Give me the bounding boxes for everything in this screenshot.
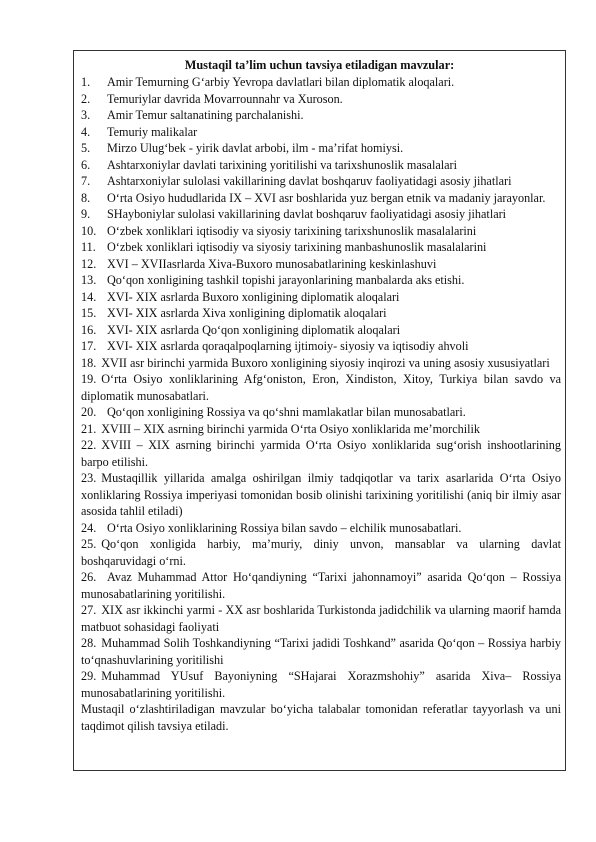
topic-item [81, 635, 561, 668]
topic-text: XVI – XVIIasrlarda Xiva-Buxoro munosabatlarining keskinlashuvi [107, 256, 437, 271]
topic-item [81, 322, 561, 339]
topic-number: 5. [81, 141, 91, 155]
topic-number: 10. [81, 223, 97, 238]
topic-item [81, 107, 561, 124]
topic-text: O‘zbek xonliklari iqtisodiy va siyosiy tarixining manbashunoslik masalalarini [107, 240, 487, 254]
topic-item [81, 190, 561, 207]
topic-item [81, 272, 561, 289]
topic-item [81, 355, 561, 372]
topic-text: O‘zbek xonliklari iqtisodiy va siyosiy tarixining tarixshunoslik masalalarini [107, 223, 477, 238]
topic-number: 8. [81, 190, 91, 205]
topic-number: 3. [81, 108, 91, 122]
topic-item [81, 437, 561, 470]
topic-number: 25. [81, 537, 97, 551]
topic-item [81, 305, 561, 322]
topic-item [81, 668, 561, 701]
topic-text: XVIII – XIX asrning birinchi yarmida O‘rta Osiyo xonliklarida sug‘orish inshootlarining barpo etilishi. [81, 438, 561, 469]
topic-text: Qo‘qon xonligining tashkil topishi jarayonlarining manbalarda aks etishi. [107, 273, 465, 287]
topic-number: 19. [81, 372, 97, 386]
topic-number: 2. [81, 91, 91, 106]
topic-number: 27. [81, 603, 97, 617]
topic-item [81, 256, 561, 273]
topic-text: Qo‘qon xonligining Rossiya va qo‘shni mamlakatlar bilan munosabatlari. [107, 405, 466, 419]
topic-item [81, 371, 561, 404]
topic-text: O‘rta Osiyo xonliklarining Afg‘oniston, Eron, Xindiston, Xitoy, Turkiya bilan savdo va diplomatik munosabatlari. [81, 372, 561, 403]
topic-text: XVI- XIX asrlarda Qo‘qon xonligining diplomatik aloqalari [107, 322, 401, 337]
topic-item [81, 536, 561, 569]
topic-text: XVIII – XIX asrning birinchi yarmida O‘rta Osiyo xonliklarida me’morchilik [101, 421, 480, 436]
topic-text: O‘rta Osiyo hududlarida IX – XVI asr boshlarida yuz bergan etnik va madaniy jarayonlar. [107, 190, 546, 205]
topic-number: 22. [81, 438, 97, 452]
topic-text: Avaz Muhammad Attor Ho‘qandiyning “Tarixi jahonnamoyi” asarida Qo‘qon – Rossiya munosabatlarining yoritilishi. [81, 570, 561, 601]
topic-text: Amir Temur saltanatining parchalanishi. [107, 108, 304, 122]
topic-number: 14. [81, 289, 97, 304]
topic-number: 24. [81, 520, 97, 535]
topic-number: 17. [81, 339, 97, 353]
topic-item [81, 157, 561, 174]
topic-text: XVII asr birinchi yarmida Buxoro xonligining siyosiy inqirozi va uning asosiy xususiyatlari [101, 355, 550, 370]
topic-number: 28. [81, 636, 97, 650]
topic-text: O‘rta Osiyo xonliklarining Rossiya bilan savdo – elchilik munosabatlari. [107, 520, 462, 535]
topic-text: Ashtarxoniylar davlati tarixining yoritilishi va tarixshunoslik masalalari [107, 157, 457, 172]
topic-text: Ashtarxoniylar sulolasi vakillarining davlat boshqaruv faoliyatidagi asosiy jihatlari [107, 174, 512, 188]
topic-item [81, 289, 561, 306]
topic-number: 21. [81, 421, 97, 436]
footer-note: Mustaqil o‘zlashtiriladigan mavzular bo‘yicha talabalar tomonidan referatlar tayyorlash va uni taqdimot qilish tavsiya etiladi. [81, 702, 561, 733]
topic-text: XVI- XIX asrlarda qoraqalpoqlarning ijtimoiy- siyosiy va iqtisodiy ahvoli [107, 339, 469, 353]
topic-item [81, 569, 561, 602]
topic-number: 7. [81, 174, 91, 188]
topic-number: 29. [81, 669, 97, 683]
topic-text: Temuriylar davrida Movarrounnahr va Xuroson. [107, 91, 343, 106]
topic-text: SHayboniylar sulolasi vakillarining davlat boshqaruv faoliyatidagi asosiy jihatlari [107, 207, 507, 221]
topic-number: 13. [81, 273, 97, 287]
topic-item [81, 602, 561, 635]
topic-number: 11. [81, 240, 96, 254]
topic-number: 23. [81, 471, 97, 485]
topic-text: Qo‘qon xonligida harbiy, ma’muriy, diniy unvon, mansablar va ularning davlat boshqaruvidagi o‘rni. [81, 537, 561, 568]
topic-text: Temuriy malikalar [107, 124, 198, 139]
topics-list [81, 74, 561, 701]
topic-text: XVI- XIX asrlarda Buxoro xonligining diplomatik aloqalari [107, 289, 400, 304]
topic-item [81, 338, 561, 355]
topic-item [81, 140, 561, 157]
topic-item [81, 206, 561, 223]
topic-number: 26. [81, 570, 97, 584]
topic-number: 1. [81, 75, 91, 89]
topic-number: 20. [81, 405, 97, 419]
topic-number: 6. [81, 157, 91, 172]
topic-text: Mirzo Ulug‘bek - yirik davlat arbobi, ilm - ma’rifat homiysi. [107, 141, 404, 155]
topic-text: Muhammad Solih Toshkandiyning “Tarixi jadidi Toshkand” asarida Qo‘qon – Rossiya harbiy to‘qnashuvlarining yoritilishi [81, 636, 561, 667]
topic-item [81, 470, 561, 520]
topic-number: 12. [81, 256, 97, 271]
topic-item [81, 404, 561, 421]
topic-item [81, 74, 561, 91]
section-title: Mustaqil ta’lim uchun tavsiya etiladigan mavzular: [184, 58, 455, 72]
topic-number: 9. [81, 207, 91, 221]
topic-item [81, 223, 561, 240]
topic-item [81, 91, 561, 108]
topic-item [81, 421, 561, 438]
topic-text: Mustaqillik yillarida amalga oshirilgan ilmiy tadqiqotlar va tarix asarlarida O‘rta Osiyo xonliklaring Rossiya imperiyasi tomonidan bosib olinishi tarixining yoritilishi (aniq bir ilmiy asar asosida tahlil etiladi) [81, 471, 561, 518]
topic-number: 18. [81, 355, 97, 370]
topic-number: 16. [81, 322, 97, 337]
topic-item [81, 239, 561, 256]
topic-number: 15. [81, 306, 97, 320]
topic-text: Amir Temurning G‘arbiy Yevropa davlatlari bilan diplomatik aloqalari. [107, 75, 455, 89]
topic-number: 4. [81, 124, 91, 139]
topic-item [81, 124, 561, 141]
topic-text: Muhammad YUsuf Bayoniyning “SHajarai Xorazmshohiy” asarida Xiva– Rossiya munosabatlarining yoritilishi. [81, 669, 561, 700]
topic-item [81, 173, 561, 190]
topic-item [81, 520, 561, 537]
topic-text: XIX asr ikkinchi yarmi - XX asr boshlarida Turkistonda jadidchilik va ularning maorif hamda matbuot sohasidagi faoliyati [81, 603, 561, 634]
topic-text: XVI- XIX asrlarda Xiva xonligining diplomatik aloqalari [107, 306, 387, 320]
